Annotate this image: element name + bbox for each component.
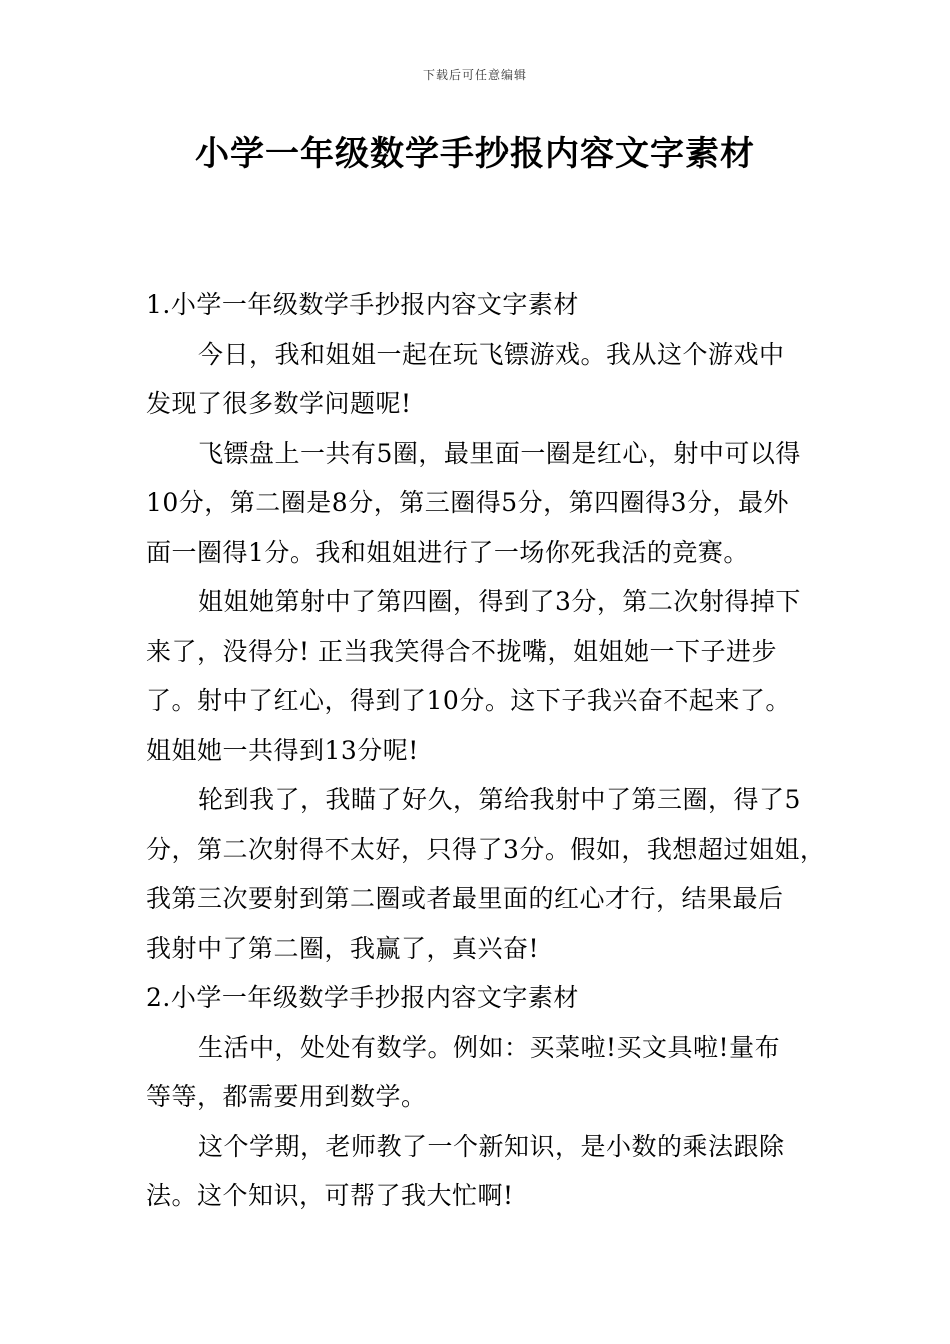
paragraph-line: 面一圈得1分。我和姐姐进行了一场你死我活的竞赛。 [146, 537, 749, 567]
paragraph-line: 发现了很多数学问题呢! [146, 389, 412, 418]
section-heading-2: 2.小学一年级数学手抄报内容文字素材 [146, 983, 579, 1012]
paragraph-line: 姐姐她第射中了第四圈，得到了3分，第二次射得掉下 [198, 587, 801, 616]
paragraph-line: 这个学期，老师教了一个新知识，是小数的乘法跟除 [198, 1131, 785, 1161]
paragraph-line: 了。射中了红心，得到了10分。这下子我兴奋不起来了。 [146, 686, 791, 715]
paragraph-line: 等等，都需要用到数学。 [146, 1082, 427, 1111]
paragraph-line: 来了，没得分! 正当我笑得合不拢嘴，姐姐她一下子进步 [146, 636, 777, 666]
header-note: 下载后可任意编辑 [422, 68, 527, 82]
paragraph-line: 我第三次要射到第二圈或者最里面的红心才行，结果最后 [146, 884, 784, 913]
document-body [146, 280, 826, 1221]
paragraph-line: 轮到我了，我瞄了好久，第给我射中了第三圈，得了5 [198, 785, 801, 814]
paragraph-line: 分，第二次射得不太好，只得了3分。假如，我想超过姐姐， [146, 834, 826, 864]
paragraph-line: 我射中了第二圈，我赢了，真兴奋! [146, 933, 540, 963]
paragraph-line: 姐姐她一共得到13分呢! [146, 735, 419, 765]
section-heading-1: 1.小学一年级数学手抄报内容文字素材 [146, 290, 579, 319]
document-title: 小学一年级数学手抄报内容文字素材 [195, 134, 755, 174]
paragraph-line: 法。这个知识，可帮了我大忙啊! [146, 1181, 514, 1210]
paragraph-line: 飞镖盘上一共有5圈，最里面一圈是红心，射中可以得 [198, 438, 801, 468]
paragraph-line: 10分，第二圈是8分，第三圈得5分，第四圈得3分，最外 [146, 488, 790, 517]
paragraph-line: 今日，我和姐姐一起在玩飞镖游戏。我从这个游戏中 [198, 339, 785, 369]
paragraph-line: 生活中，处处有数学。例如：买菜啦!买文具啦!量布 [198, 1032, 781, 1062]
